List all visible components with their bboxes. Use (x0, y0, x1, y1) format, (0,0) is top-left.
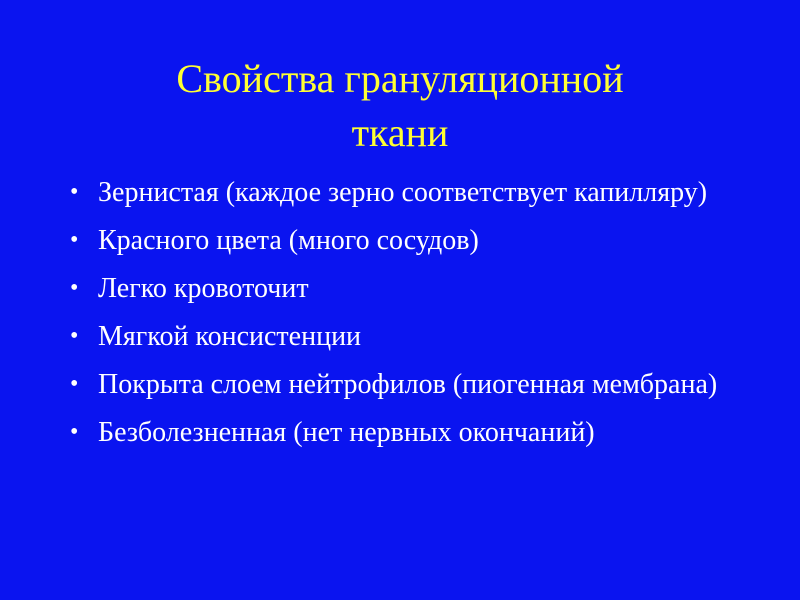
slide-title-line-2: ткани (351, 110, 449, 155)
slide-title-line-1: Свойства грануляционной (176, 56, 624, 101)
bullet-icon: • (70, 275, 79, 301)
bullet-item (64, 416, 764, 449)
bullet-item (64, 272, 764, 305)
bullet-icon: • (70, 419, 79, 445)
bullet-item (64, 224, 764, 257)
bullet-icon: • (70, 179, 79, 205)
bullet-item (64, 176, 764, 209)
bullet-text: Легко кровоточит (98, 273, 309, 304)
bullet-item (64, 320, 764, 353)
slide-title (40, 52, 760, 160)
bullet-text: Мягкой консистенции (98, 321, 362, 352)
bullet-list (64, 176, 764, 464)
bullet-item (64, 368, 764, 401)
bullet-text: Безболезненная (нет нервных окончаний) (98, 417, 595, 448)
bullet-icon: • (70, 371, 79, 397)
bullet-icon: • (70, 227, 79, 253)
bullet-text: Красного цвета (много сосудов) (98, 225, 479, 256)
bullet-text: Покрыта слоем нейтрофилов (пиогенная мембрана) (98, 369, 718, 400)
bullet-text: Зернистая (каждое зерно соответствует капилляру) (98, 177, 708, 208)
bullet-icon: • (70, 323, 79, 349)
